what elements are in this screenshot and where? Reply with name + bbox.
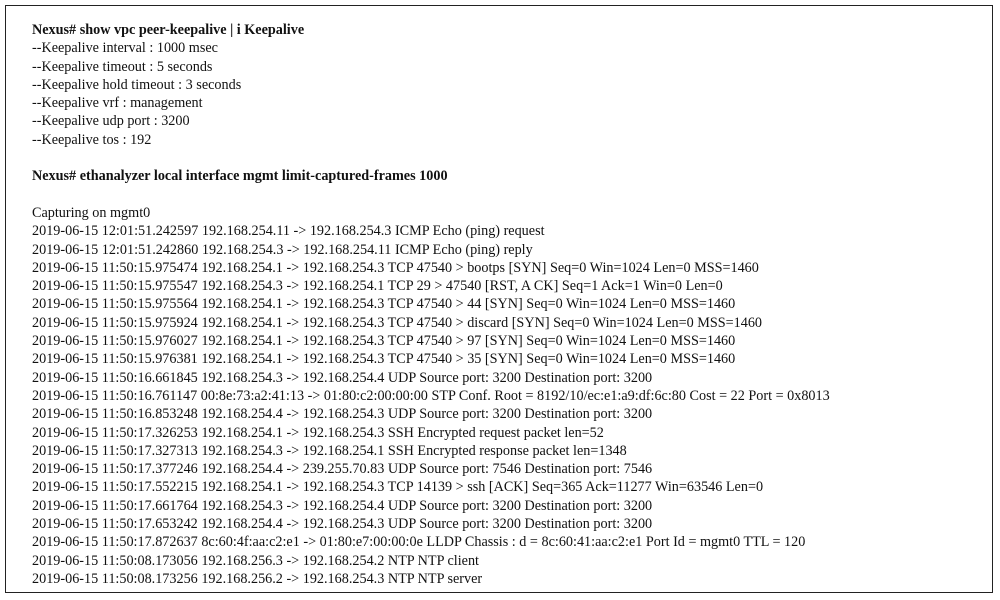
blank-line <box>32 186 992 204</box>
capturing-status-line: Capturing on mgmt0 <box>32 204 151 221</box>
packet-line: 2019-06-15 11:50:15.975564 192.168.254.1 -> 192.168.254.3 TCP 47540 > 44 [SYN] Seq=0 Win=1024 Len=0 MSS=1460 <box>32 296 736 313</box>
packet-line: 2019-06-15 11:50:16.661845 192.168.254.3 -> 192.168.254.4 UDP Source port: 3200 Destination port: 3200 <box>32 369 653 386</box>
terminal-output <box>32 21 992 588</box>
blank-line <box>32 149 992 167</box>
keepalive-timeout-line: --Keepalive timeout : 5 seconds <box>32 58 213 75</box>
packet-line: 2019-06-15 11:50:15.975474 192.168.254.1 -> 192.168.254.3 TCP 47540 > bootps [SYN] Seq=0 Win=1024 Len=0 MSS=1460 <box>32 259 759 276</box>
packet-line: 2019-06-15 11:50:08.173056 192.168.256.3 -> 192.168.254.2 NTP NTP client <box>32 552 480 569</box>
packet-line: 2019-06-15 11:50:17.872637 8c:60:4f:aa:c2:e1 -> 01:80:e7:00:00:0e LLDP Chassis : d = 8c:60:41:aa:c2:e1 Port Id = mgmt0 TTL = 120 <box>32 534 806 551</box>
packet-line: 2019-06-15 11:50:17.552215 192.168.254.1 -> 192.168.254.3 TCP 14139 > ssh [ACK] Seq=365 Ack=11277 Win=63546 Len=0 <box>32 479 764 496</box>
packet-line: 2019-06-15 11:50:16.853248 192.168.254.4 -> 192.168.254.3 UDP Source port: 3200 Destination port: 3200 <box>32 406 653 423</box>
keepalive-hold-timeout-line: --Keepalive hold timeout : 3 seconds <box>32 76 242 93</box>
packet-line: 2019-06-15 11:50:08.173256 192.168.256.2 -> 192.168.254.3 NTP NTP server <box>32 570 483 587</box>
packet-line: 2019-06-15 11:50:17.327313 192.168.254.3 -> 192.168.254.1 SSH Encrypted response packet len=1348 <box>32 442 627 459</box>
packet-line: 2019-06-15 11:50:17.377246 192.168.254.4 -> 239.255.70.83 UDP Source port: 7546 Destination port: 7546 <box>32 461 653 478</box>
packet-line: 2019-06-15 11:50:17.653242 192.168.254.4 -> 192.168.254.3 UDP Source port: 3200 Destination port: 3200 <box>32 516 653 533</box>
keepalive-udp-port-line: --Keepalive udp port : 3200 <box>32 113 190 130</box>
packet-line: 2019-06-15 11:50:15.976027 192.168.254.1 -> 192.168.254.3 TCP 47540 > 97 [SYN] Seq=0 Win=1024 Len=0 MSS=1460 <box>32 333 736 350</box>
packet-line: 2019-06-15 11:50:17.661764 192.168.254.3 -> 192.168.254.4 UDP Source port: 3200 Destination port: 3200 <box>32 497 653 514</box>
packet-line: 2019-06-15 11:50:16.761147 00:8e:73:a2:41:13 -> 01:80:c2:00:00:00 STP Conf. Root = 8192/10/ec:e1:a9:df:6c:80 Cost = 22 Port = 0x8013 <box>32 387 830 404</box>
packet-line: 2019-06-15 11:50:15.975547 192.168.254.3 -> 192.168.254.1 TCP 29 > 47540 [RST, A CK] Seq=1 Ack=1 Win=0 Len=0 <box>32 278 723 295</box>
command-show-vpc-peer-keepalive: Nexus# show vpc peer-keepalive | i Keepalive <box>32 22 305 38</box>
command-ethanalyzer: Nexus# ethanalyzer local interface mgmt limit-captured-frames 1000 <box>32 168 448 185</box>
keepalive-tos-line: --Keepalive tos : 192 <box>32 131 152 148</box>
keepalive-vrf-line: --Keepalive vrf : management <box>32 95 203 112</box>
packet-line: 2019-06-15 11:50:17.326253 192.168.254.1 -> 192.168.254.3 SSH Encrypted request packet len=52 <box>32 424 604 441</box>
packet-line: 2019-06-15 11:50:15.976381 192.168.254.1 -> 192.168.254.3 TCP 47540 > 35 [SYN] Seq=0 Win=1024 Len=0 MSS=1460 <box>32 351 736 368</box>
packet-line: 2019-06-15 12:01:51.242597 192.168.254.11 -> 192.168.254.3 ICMP Echo (ping) request <box>32 223 545 240</box>
packet-line: 2019-06-15 12:01:51.242860 192.168.254.3 -> 192.168.254.11 ICMP Echo (ping) reply <box>32 241 533 258</box>
packet-line: 2019-06-15 11:50:15.975924 192.168.254.1 -> 192.168.254.3 TCP 47540 > discard [SYN] Seq=0 Win=1024 Len=0 MSS=1460 <box>32 314 763 331</box>
terminal-output-frame <box>5 5 993 593</box>
keepalive-interval-line: --Keepalive interval : 1000 msec <box>32 40 218 57</box>
